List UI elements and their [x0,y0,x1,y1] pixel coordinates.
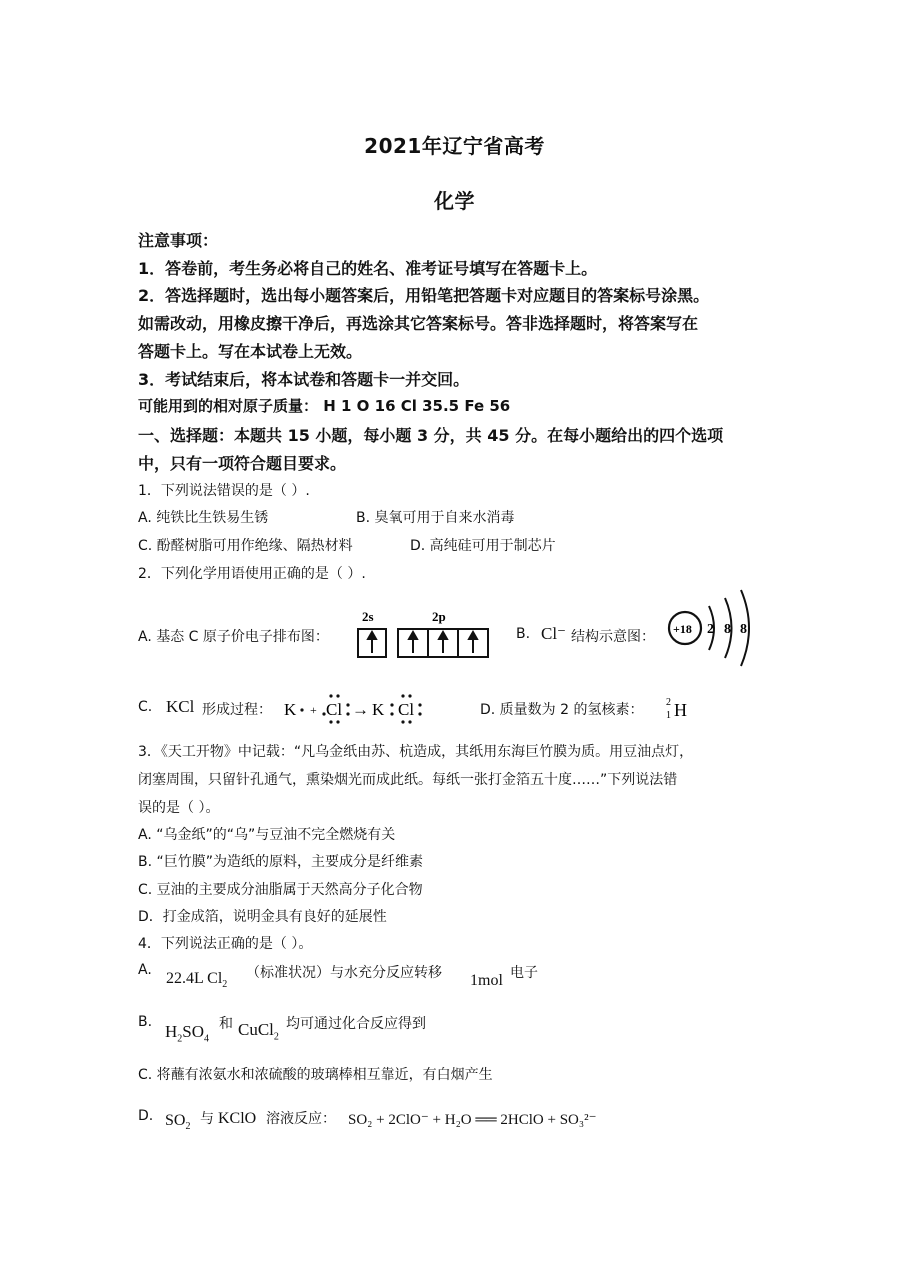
q4-option-d-equation: SO₂ + 2ClO⁻ + H₂O ══ 2HClO + SO₃²⁻ [348,1112,597,1128]
q2-option-c-label: C. [138,699,153,715]
q1-option-d: D. 高纯硅可用于制芯片 [410,538,556,554]
shell-3-electrons: 8 [740,622,747,637]
q3-option-a: A. “乌金纸”的“乌”与豆油不完全燃烧有关 [138,827,396,843]
atomic-number: 1 [666,710,671,721]
kcl-formation-process [280,690,440,726]
orbital-diagram [352,607,500,667]
hydrogen-symbol: H [674,700,687,720]
notice-item-2-end: 答题卡上。写在本试卷上无效。 [138,342,363,361]
q1-option-a: A. 纯铁比生铁易生锈 [138,510,269,526]
shell-1-electrons: 2 [707,622,714,637]
notice-heading: 注意事项： [138,231,219,250]
q3-option-b: B. “巨竹膜”为造纸的原料，主要成分是纤维素 [138,854,424,870]
q4-option-d-text: 溶液反应： [266,1111,336,1127]
q2-stem: 2．下列化学用语使用正确的是（ ）. [138,566,366,582]
potassium-symbol-product: K [372,700,385,719]
chlorine-symbol-product: Cl [398,700,415,719]
q4-option-a-amount: 22.4L $Cl_2$ [166,970,228,991]
q4-option-a-end: 电子 [510,965,538,981]
mass-number: 2 [666,697,671,708]
chlorine-symbol: Cl [326,700,343,719]
section-1-heading-cont: 中，只有一项符合题目要求。 [138,454,347,473]
deuterium-nuclide [664,694,694,722]
notice-item-2: 2．答选择题时，选出每小题答案后，用铅笔把答题卡对应题目的答案标号涂黑。 [138,286,710,305]
shell-2-electrons: 8 [724,622,731,637]
q2-option-c-text: 形成过程： [202,702,272,718]
q1-option-b: B. 臭氧可用于自来水消毒 [356,510,515,526]
q1-stem: 1．下列说法错误的是（ ）. [138,483,310,499]
q3-stem-line-2: 闭塞周围，只留针孔通气，熏染烟光而成此纸。每纸一张打金箔五十度……”下列说法错 [138,772,678,788]
q4-option-b-and: 和 [219,1016,233,1032]
q4-option-b-text: 均可通过化合反应得到 [286,1016,426,1032]
q3-stem-line-3: 误的是（ ）。 [138,800,220,816]
q3-option-c: C. 豆油的主要成分油脂属于天然高分子化合物 [138,882,423,898]
q4-option-a-text: （标准状况）与水充分反应转移 [246,965,442,981]
subject-title: 化学 [434,189,475,213]
nucleus-charge: +18 [673,622,692,636]
q4-option-d-so2: $SO_2$ [165,1112,191,1133]
notice-item-3: 3．考试结束后，将本试卷和答题卡一并交回。 [138,370,470,389]
q3-stem-line-1: 3．《天工开物》中记载：“凡乌金纸由苏、杭造成，其纸用东海巨竹膜为质。用豆油点灯， [138,744,694,760]
q4-option-b-formula-2: CuCl$_2$ [238,1020,279,1043]
q2-option-b-text: 结构示意图： [571,629,655,645]
q4-option-d-label: D. [138,1108,154,1124]
reaction-arrow: → [352,700,369,719]
q2-option-d-label: D. 质量数为 2 的氢核素： [480,702,644,718]
atomic-masses: 可能用到的相对原子质量： H 1 O 16 Cl 35.5 Fe 56 [138,397,511,415]
orbital-2p-label: 2p [432,609,446,624]
q2-option-b-label: B. [516,626,531,642]
section-1-heading: 一、选择题：本题共 15 小题，每小题 3 分，共 45 分。在每小题给出的四个选项 [138,426,724,445]
q4-option-b-formula-1: $H_2SO_4$ [165,1022,210,1045]
q1-option-c: C. 酚醛树脂可用作绝缘、隔热材料 [138,538,353,554]
notice-item-2-cont: 如需改动，用橡皮擦干净后，再选涂其它答案标号。答非选择题时，将答案写在 [138,314,699,333]
q3-option-d: D．打金成箔，说明金具有良好的延展性 [138,909,387,925]
exam-title: 2021年辽宁省高考 [364,134,545,158]
potassium-symbol: K [284,700,297,719]
q4-option-d-kclo: KClO [218,1110,257,1127]
q4-option-a-label: A. [138,962,152,978]
q4-option-c: C. 将蘸有浓氨水和浓硫酸的玻璃棒相互靠近，有白烟产生 [138,1067,493,1083]
q2-option-a-label: A. 基态 C 原子价电子排布图： [138,629,329,645]
q4-option-b-label: B. [138,1014,153,1030]
plus-sign: + [310,703,317,717]
q2-option-b-ion: Cl⁻ [541,624,567,643]
cl-ion-structure-diagram [665,588,765,668]
q4-stem: 4．下列说法正确的是（ ）。 [138,936,313,952]
notice-item-1: 1．答卷前，考生务必将自己的姓名、准考证号填写在答题卡上。 [138,259,598,278]
q4-option-a-mol: 1mol [470,972,503,989]
q2-option-c-formula: KCl [166,697,195,716]
orbital-2s-label: 2s [362,609,374,624]
q4-option-d-with: 与 [200,1111,214,1127]
